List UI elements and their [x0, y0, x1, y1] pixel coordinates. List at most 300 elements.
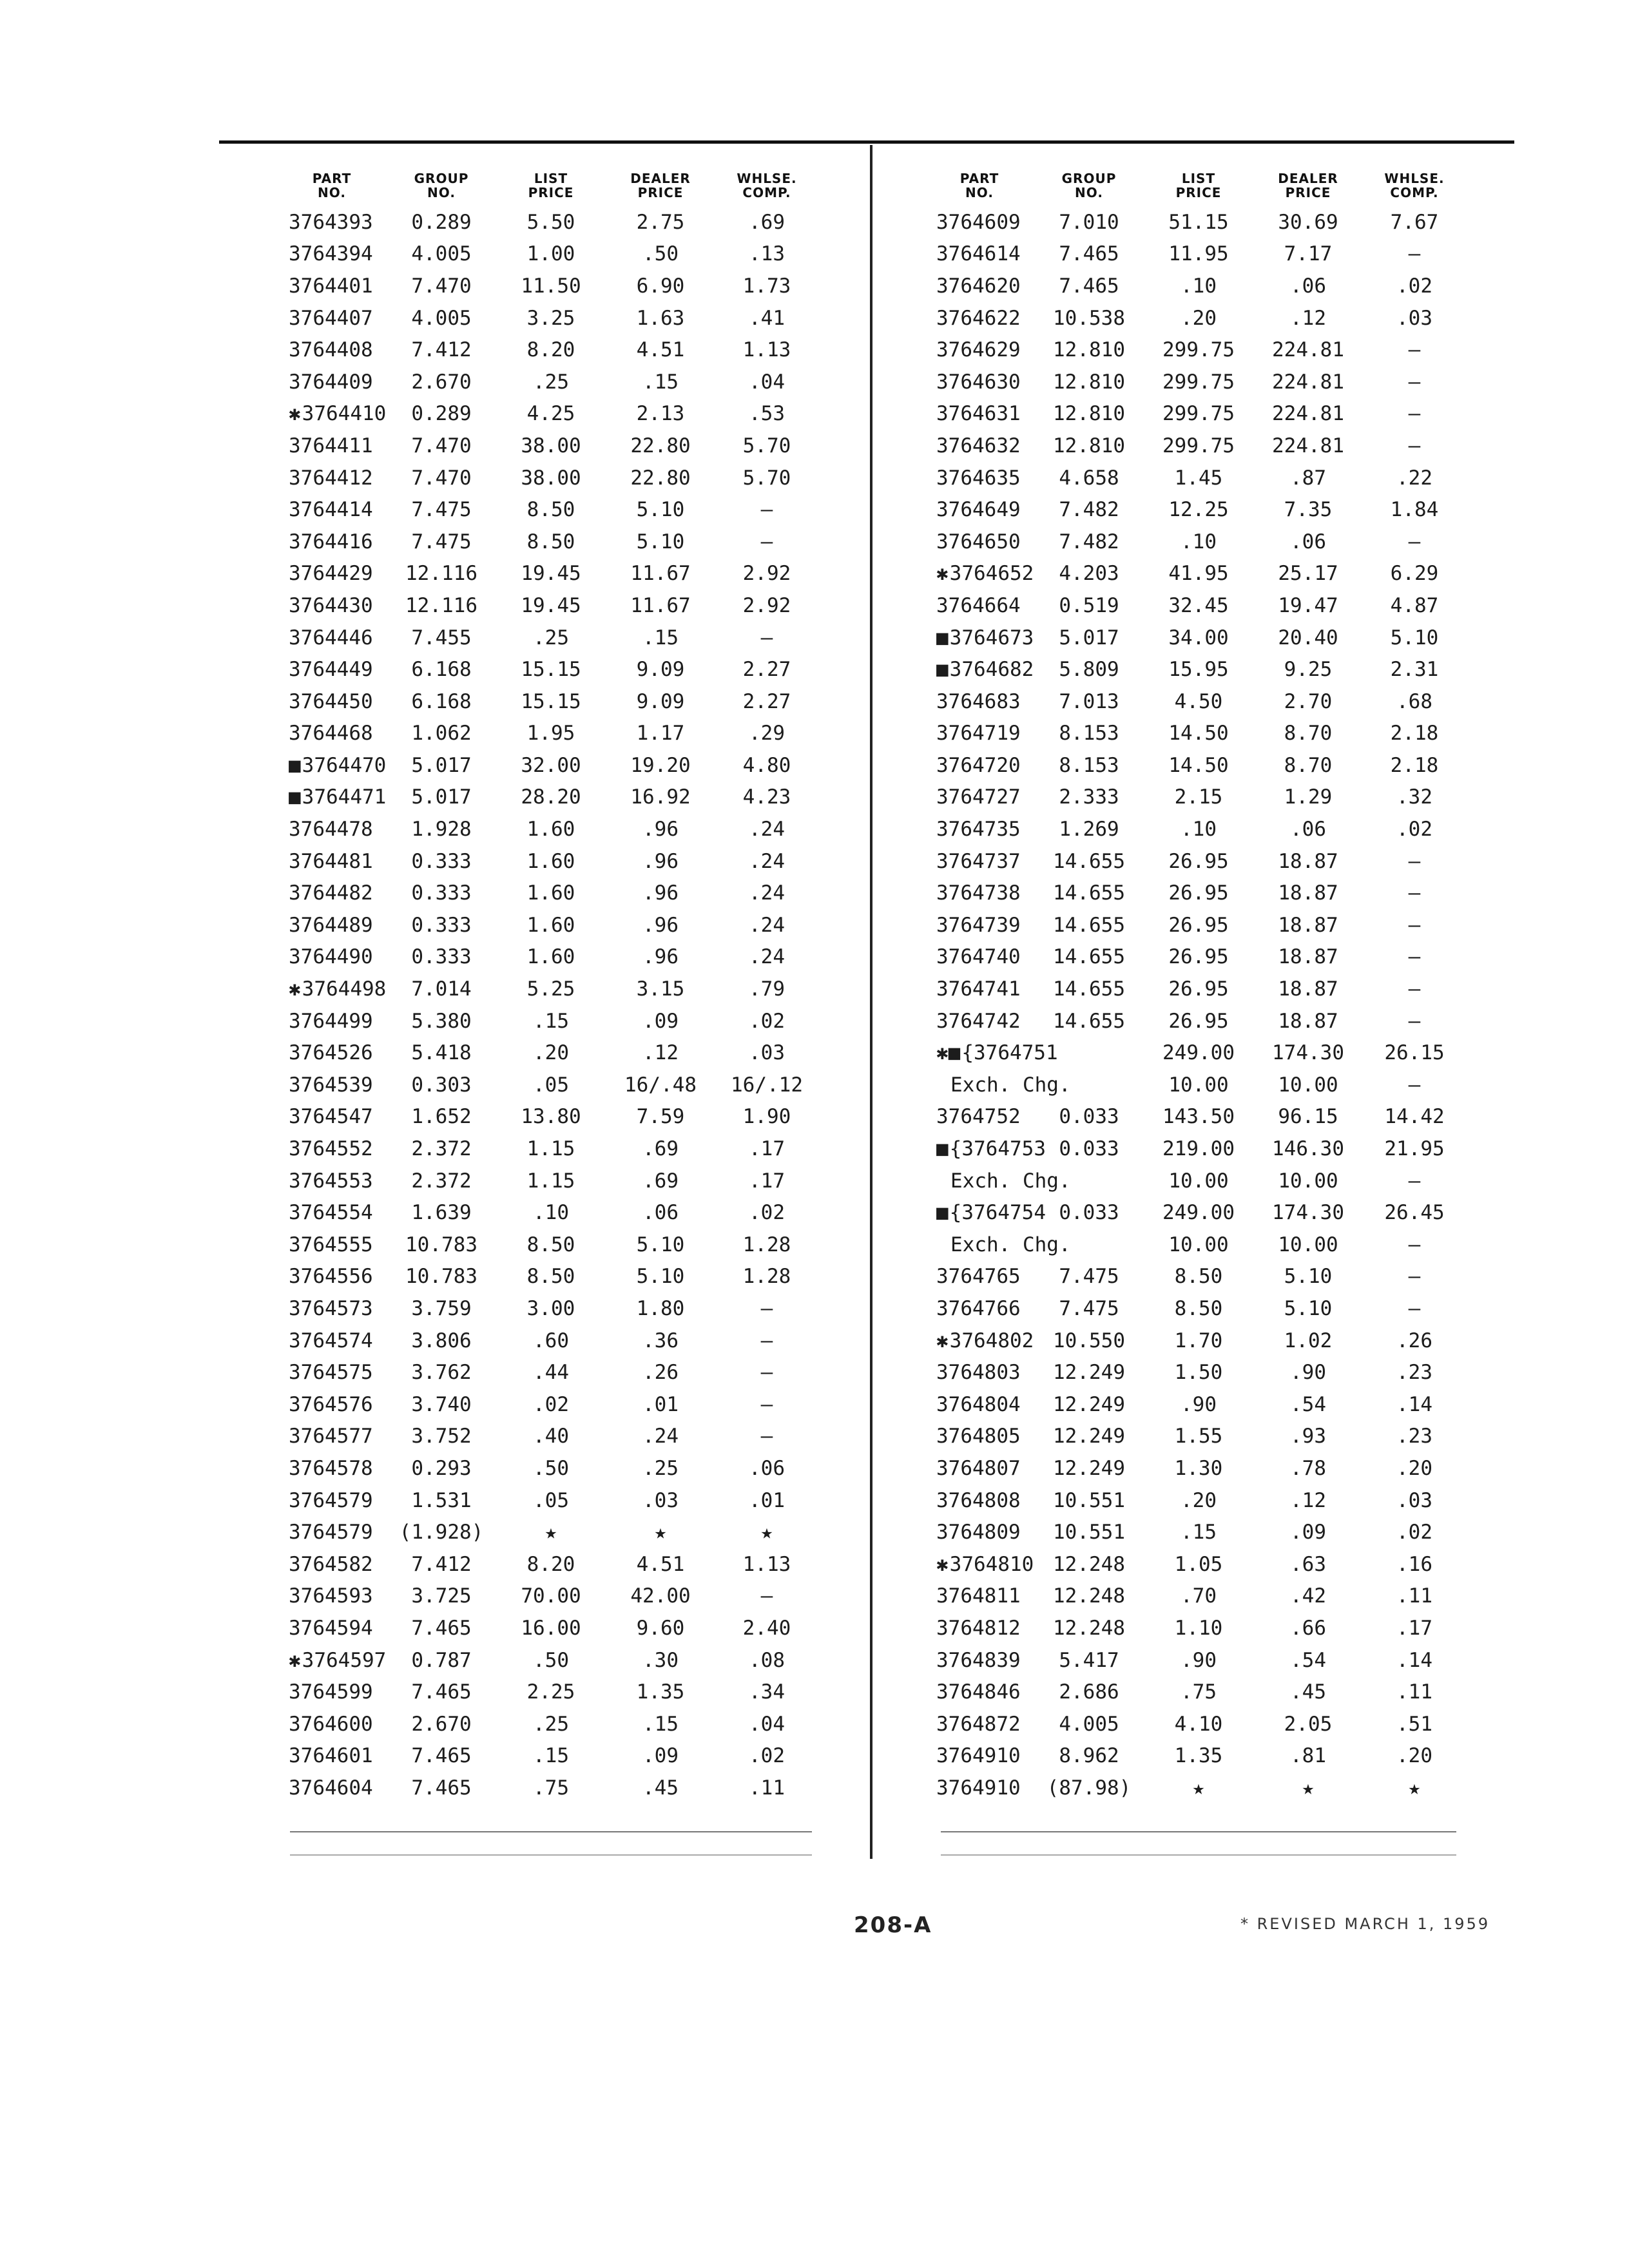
part-number	[925, 1201, 1046, 1225]
group-number: 14.655	[1053, 1009, 1125, 1033]
group-number: 7.465	[411, 1680, 472, 1704]
whlse-comp: .13	[749, 242, 785, 266]
list-price: 1.60	[526, 818, 575, 841]
part-number	[277, 1041, 387, 1064]
part-number	[925, 594, 1034, 617]
part-number	[925, 785, 1034, 809]
table-row	[277, 334, 818, 366]
part-number	[925, 370, 1034, 394]
whlse-comp: 5.70	[742, 434, 791, 457]
dealer-price: 11.67	[630, 593, 691, 617]
dealer-price: 5.10	[1284, 1296, 1333, 1320]
list-price: 1.30	[1174, 1456, 1223, 1480]
group-number: 7.470	[411, 434, 472, 457]
whlse-comp: —	[1408, 1233, 1421, 1256]
part-number	[925, 914, 1034, 937]
dealer-price: .30	[642, 1648, 679, 1672]
part-number-text: 3764429	[289, 562, 373, 586]
table-row	[277, 526, 818, 558]
whlse-comp: .17	[749, 1137, 785, 1161]
part-number	[925, 1457, 1034, 1480]
list-price: 1.50	[1174, 1361, 1223, 1385]
whlse-comp: 2.92	[742, 562, 791, 586]
part-number	[925, 242, 1034, 265]
dealer-price: .96	[642, 881, 679, 905]
dealer-price: 1.63	[636, 306, 685, 330]
part-number	[277, 211, 387, 234]
part-number-text: 3764910	[936, 1776, 1021, 1800]
whlse-comp: 2.92	[742, 593, 791, 617]
group-number: 12.248	[1053, 1552, 1125, 1576]
part-number	[925, 434, 1034, 457]
part-number	[925, 1776, 1034, 1800]
group-number: 7.475	[411, 530, 472, 553]
table-row	[277, 462, 818, 494]
dealer-price: 5.10	[1284, 1265, 1333, 1289]
dealer-price: 224.81	[1272, 338, 1344, 362]
table-row	[277, 686, 818, 718]
group-number: 12.116	[405, 593, 477, 617]
table-row	[925, 334, 1466, 366]
whlse-comp: 2.40	[742, 1616, 791, 1640]
part-number	[277, 1137, 387, 1160]
list-price: 26.95	[1168, 977, 1229, 1001]
group-number: 7.465	[1059, 274, 1119, 298]
part-number-text: 3764449	[289, 658, 373, 682]
table-row	[925, 1005, 1466, 1037]
part-number	[277, 1393, 387, 1416]
part-number	[277, 914, 387, 937]
whlse-comp: .24	[749, 881, 785, 905]
table-row	[925, 1740, 1466, 1773]
part-number-text: 3764555	[289, 1233, 373, 1256]
part-number-text: 3764650	[936, 530, 1021, 553]
whlse-comp: .20	[1396, 1456, 1432, 1480]
dealer-price: 10.00	[1278, 1233, 1338, 1256]
list-price: 1.05	[1174, 1552, 1223, 1576]
whlse-comp: —	[760, 498, 773, 522]
whlse-comp: .16	[1396, 1552, 1432, 1576]
part-number	[277, 1010, 387, 1033]
list-price: 1.60	[526, 913, 575, 937]
table-row	[925, 1581, 1466, 1613]
table-row	[925, 845, 1466, 878]
dealer-price: 18.87	[1278, 1009, 1338, 1033]
group-number: 7.465	[1059, 242, 1119, 266]
list-price: 26.95	[1168, 913, 1229, 937]
part-number-text: 3764604	[289, 1776, 373, 1800]
part-number-text: 3764577	[289, 1425, 373, 1448]
list-price: 8.50	[1174, 1265, 1223, 1289]
whlse-comp: .34	[749, 1680, 785, 1704]
part-number-text: 3764719	[936, 722, 1021, 745]
table-row	[925, 1165, 1466, 1197]
whlse-comp: .11	[1396, 1584, 1432, 1608]
part-number	[925, 1744, 1034, 1767]
part-number	[277, 1744, 387, 1767]
part-number-text: 3764482	[289, 881, 373, 905]
dealer-price: .06	[1290, 274, 1326, 298]
part-number	[925, 1233, 1071, 1256]
table-row	[277, 622, 818, 654]
part-number	[925, 658, 1034, 681]
list-price: .70	[1181, 1584, 1217, 1608]
group-number: 7.013	[1059, 689, 1119, 713]
dealer-price: 5.10	[636, 498, 685, 522]
dealer-price: 7.35	[1284, 498, 1333, 522]
part-number-text: 3764411	[289, 434, 373, 457]
dealer-price: 5.10	[636, 1265, 685, 1289]
group-number: (1.928)	[399, 1521, 484, 1544]
list-price: 12.25	[1168, 498, 1229, 522]
list-price: 26.95	[1168, 945, 1229, 969]
dealer-price: .96	[642, 849, 679, 873]
part-number	[925, 1073, 1071, 1097]
list-price: .10	[533, 1201, 569, 1225]
table-row	[277, 238, 818, 271]
whlse-comp: 1.28	[742, 1233, 791, 1256]
table-row	[277, 1389, 818, 1421]
dealer-price: 10.00	[1278, 1073, 1338, 1097]
part-number-text: 3764765	[936, 1265, 1021, 1289]
list-price: 299.75	[1162, 338, 1235, 362]
list-price: 1.45	[1174, 466, 1223, 490]
whlse-comp: .17	[749, 1169, 785, 1193]
table-row	[925, 877, 1466, 909]
list-price: 14.50	[1168, 753, 1229, 777]
header-dealer-price: DEALER PRICE	[1278, 171, 1338, 200]
table-row	[277, 590, 818, 622]
group-number: 5.017	[411, 785, 472, 809]
group-number: 7.465	[411, 1744, 472, 1768]
group-number: 4.658	[1059, 466, 1119, 490]
part-number-text: 3764600	[289, 1712, 373, 1736]
whlse-comp: 1.28	[742, 1265, 791, 1289]
group-number: 8.962	[1059, 1744, 1119, 1768]
table-row	[277, 1293, 818, 1325]
part-number	[277, 498, 387, 521]
group-number: 12.810	[1053, 402, 1125, 426]
part-number-text: 3764468	[289, 722, 373, 745]
part-number	[277, 690, 387, 713]
whlse-comp: 26.45	[1384, 1201, 1445, 1225]
table-row	[925, 909, 1466, 941]
table-row	[277, 1772, 818, 1804]
part-number-text: 3764811	[936, 1584, 1021, 1608]
list-price: 26.95	[1168, 881, 1229, 905]
whlse-comp: —	[1408, 370, 1421, 394]
list-price: .20	[1181, 1488, 1217, 1512]
part-number	[925, 1425, 1034, 1448]
part-number-text: 3764812	[936, 1616, 1021, 1640]
table-row	[277, 941, 818, 974]
dealer-price: .06	[1290, 818, 1326, 841]
part-number	[277, 242, 387, 265]
list-price: 15.15	[521, 658, 581, 682]
dealer-price: 20.40	[1278, 626, 1338, 649]
whlse-comp: 5.10	[1390, 626, 1439, 649]
whlse-comp: 1.13	[742, 1552, 791, 1576]
dealer-price: .12	[1290, 306, 1326, 330]
list-price: .60	[533, 1329, 569, 1352]
dealer-price: .93	[1290, 1425, 1326, 1448]
whlse-comp: .02	[749, 1009, 785, 1033]
part-number	[925, 1361, 1034, 1384]
list-price: 219.00	[1162, 1137, 1235, 1161]
table-row	[277, 1485, 818, 1517]
dealer-price: 174.30	[1272, 1201, 1344, 1225]
list-price: 15.95	[1168, 658, 1229, 682]
dealer-price: 146.30	[1272, 1137, 1344, 1161]
part-number-text: 3764575	[289, 1361, 373, 1385]
list-price: .20	[1181, 306, 1217, 330]
whlse-comp: .02	[749, 1201, 785, 1225]
table-row	[925, 813, 1466, 845]
dealer-price: 4.51	[636, 338, 685, 362]
dealer-price: 224.81	[1272, 434, 1344, 457]
part-number	[925, 722, 1034, 745]
part-number-text: 3764574	[289, 1329, 373, 1352]
table-header	[925, 145, 1466, 200]
table-row	[277, 1676, 818, 1708]
whlse-comp: —	[1408, 1009, 1421, 1033]
table-row	[277, 718, 818, 750]
whlse-comp: —	[1408, 402, 1421, 426]
whlse-comp: .23	[1396, 1425, 1432, 1448]
part-number	[925, 1521, 1034, 1544]
revision-mark-icon: ✱	[936, 562, 949, 586]
list-price: 2.15	[1174, 785, 1223, 809]
whlse-comp: .23	[1396, 1361, 1432, 1385]
part-number-text: 3764579	[289, 1488, 373, 1512]
table-row	[925, 973, 1466, 1005]
table-row	[277, 845, 818, 878]
list-price: 34.00	[1168, 626, 1229, 649]
group-number: 1.062	[411, 722, 472, 745]
whlse-comp: .24	[749, 945, 785, 969]
group-number: 2.670	[411, 1712, 472, 1736]
part-number-text: 3764727	[936, 785, 1021, 809]
table-row	[925, 1293, 1466, 1325]
part-number-text: 3764490	[289, 945, 373, 969]
table-row	[925, 270, 1466, 302]
dealer-price: 224.81	[1272, 370, 1344, 394]
dealer-price: 8.70	[1284, 722, 1333, 745]
table-row	[925, 590, 1466, 622]
group-number: 7.470	[411, 466, 472, 490]
group-number: 0.289	[411, 210, 472, 234]
dealer-price: 11.67	[630, 562, 691, 586]
group-number: 3.759	[411, 1296, 472, 1320]
table-row	[925, 1069, 1466, 1101]
part-number-text: 3764412	[289, 466, 373, 490]
list-price: 11.50	[521, 274, 581, 298]
table-row	[277, 1165, 818, 1197]
whlse-comp: —	[760, 1361, 773, 1385]
whlse-comp: .14	[1396, 1648, 1432, 1672]
list-price: 41.95	[1168, 562, 1229, 586]
group-number: 12.810	[1053, 338, 1125, 362]
table-row	[925, 1612, 1466, 1644]
table-row	[277, 558, 818, 590]
dealer-price: .03	[642, 1488, 679, 1512]
whlse-comp: —	[1408, 338, 1421, 362]
table-row	[925, 558, 1466, 590]
table-row	[277, 366, 818, 398]
part-number	[277, 818, 387, 841]
group-number: 7.010	[1059, 210, 1119, 234]
list-price: 32.45	[1168, 593, 1229, 617]
whlse-comp: .14	[1396, 1392, 1432, 1416]
bottom-rule-left-2	[290, 1854, 812, 1856]
list-price: 26.95	[1168, 1009, 1229, 1033]
part-number-text: 3764673	[949, 626, 1034, 649]
group-number: 7.482	[1059, 498, 1119, 522]
part-number	[925, 1713, 1034, 1736]
group-number: 0.333	[411, 849, 472, 873]
part-number	[277, 626, 387, 649]
part-number	[925, 274, 1034, 298]
part-number-text: 3764539	[289, 1073, 373, 1097]
table-row	[925, 1101, 1466, 1133]
part-number-text: 3764450	[289, 689, 373, 713]
list-price: 1.60	[526, 945, 575, 969]
group-number: 5.017	[411, 753, 472, 777]
group-number: 2.372	[411, 1169, 472, 1193]
part-number-text: 3764416	[289, 530, 373, 553]
part-number	[277, 881, 387, 905]
part-number-text: 3764394	[289, 242, 373, 266]
list-price: .05	[533, 1073, 569, 1097]
dealer-price: .15	[642, 370, 679, 394]
dealer-price: .96	[642, 913, 679, 937]
list-price: 1.95	[526, 722, 575, 745]
group-number: 7.014	[411, 977, 472, 1001]
group-number: 0.289	[411, 402, 472, 426]
group-number: 7.412	[411, 338, 472, 362]
list-price: 5.50	[526, 210, 575, 234]
header-whlse-comp: WHLSE. COMP.	[1384, 171, 1445, 200]
part-number	[277, 562, 387, 585]
whlse-comp: —	[1408, 849, 1421, 873]
header-list-price: LIST PRICE	[1175, 171, 1222, 200]
list-price: 249.00	[1162, 1041, 1235, 1065]
table-row	[925, 1452, 1466, 1485]
part-number-text: 3764410	[302, 402, 387, 426]
whlse-comp: 21.95	[1384, 1137, 1445, 1161]
whlse-comp: —	[760, 1296, 773, 1320]
part-number-text: Exch. Chg.	[950, 1169, 1071, 1193]
whlse-comp: .29	[749, 722, 785, 745]
group-number: 0.333	[411, 913, 472, 937]
group-number: 0.293	[411, 1456, 472, 1480]
whlse-comp: —	[760, 1392, 773, 1416]
table-row	[277, 813, 818, 845]
part-number	[925, 626, 1034, 649]
group-number: 14.655	[1053, 977, 1125, 1001]
whlse-comp: 4.80	[742, 753, 791, 777]
part-number-text: 3764664	[936, 593, 1021, 617]
dealer-price: .09	[642, 1744, 679, 1768]
part-number	[277, 658, 387, 681]
part-number	[277, 466, 387, 490]
whlse-comp: 2.18	[1390, 722, 1439, 745]
group-number: 0.333	[411, 945, 472, 969]
whlse-comp: —	[1408, 1296, 1421, 1320]
table-row	[277, 973, 818, 1005]
part-number	[277, 307, 387, 330]
group-number: 2.686	[1059, 1680, 1119, 1704]
part-number-text: 3764739	[936, 913, 1021, 937]
dealer-price: 22.80	[630, 466, 691, 490]
list-price: 16.00	[521, 1616, 581, 1640]
whlse-comp: .32	[1396, 785, 1432, 809]
part-number	[925, 1329, 1034, 1352]
dealer-price: 2.75	[636, 210, 685, 234]
revision-mark-icon: ✱	[936, 1552, 949, 1576]
part-number-text: 3764446	[289, 626, 373, 649]
dealer-price: 7.17	[1284, 242, 1333, 266]
dealer-price: 1.17	[636, 722, 685, 745]
list-price: 299.75	[1162, 402, 1235, 426]
table-row	[277, 1612, 818, 1644]
list-price: 32.00	[521, 753, 581, 777]
whlse-comp: 2.27	[742, 658, 791, 682]
group-number: 7.465	[411, 1776, 472, 1800]
part-number-text: 3764573	[289, 1296, 373, 1320]
whlse-comp: 1.84	[1390, 498, 1439, 522]
group-number: 7.455	[411, 626, 472, 649]
dealer-price: 224.81	[1272, 402, 1344, 426]
dealer-price: 18.87	[1278, 881, 1338, 905]
part-number-text: 3764802	[949, 1329, 1034, 1352]
group-number: 0.033	[1059, 1105, 1119, 1129]
table-row	[277, 430, 818, 462]
group-number: 7.475	[1059, 1296, 1119, 1320]
table-row	[277, 782, 818, 814]
list-price: .90	[1181, 1648, 1217, 1672]
part-number-text: 3764631	[936, 402, 1021, 426]
part-number-text: 3764408	[289, 338, 373, 362]
list-price: 4.10	[1174, 1712, 1223, 1736]
dealer-price: .12	[642, 1041, 679, 1065]
list-price: 1.15	[526, 1137, 575, 1161]
list-price: 8.50	[1174, 1296, 1223, 1320]
whlse-comp: .04	[749, 1712, 785, 1736]
dealer-price: .36	[642, 1329, 679, 1352]
group-number: 3.752	[411, 1425, 472, 1448]
group-number: 8.153	[1059, 753, 1119, 777]
table-row	[277, 270, 818, 302]
part-number-text: 3764742	[936, 1009, 1021, 1033]
dealer-price: 18.87	[1278, 977, 1338, 1001]
table-row	[925, 1772, 1466, 1804]
part-number	[925, 690, 1034, 713]
dealer-price: .81	[1290, 1744, 1326, 1768]
whlse-comp: —	[1408, 1265, 1421, 1289]
group-number: 12.249	[1053, 1456, 1125, 1480]
dealer-price: .96	[642, 945, 679, 969]
list-price: 15.15	[521, 689, 581, 713]
whlse-comp: —	[1408, 242, 1421, 266]
part-number-text: 3764582	[289, 1552, 373, 1576]
table-row	[925, 653, 1466, 686]
dealer-price: .15	[642, 1712, 679, 1736]
part-number-text: 3764547	[289, 1105, 373, 1129]
revision-mark-icon: ■	[936, 658, 949, 682]
list-price: .25	[533, 370, 569, 394]
whlse-comp: .02	[749, 1744, 785, 1768]
